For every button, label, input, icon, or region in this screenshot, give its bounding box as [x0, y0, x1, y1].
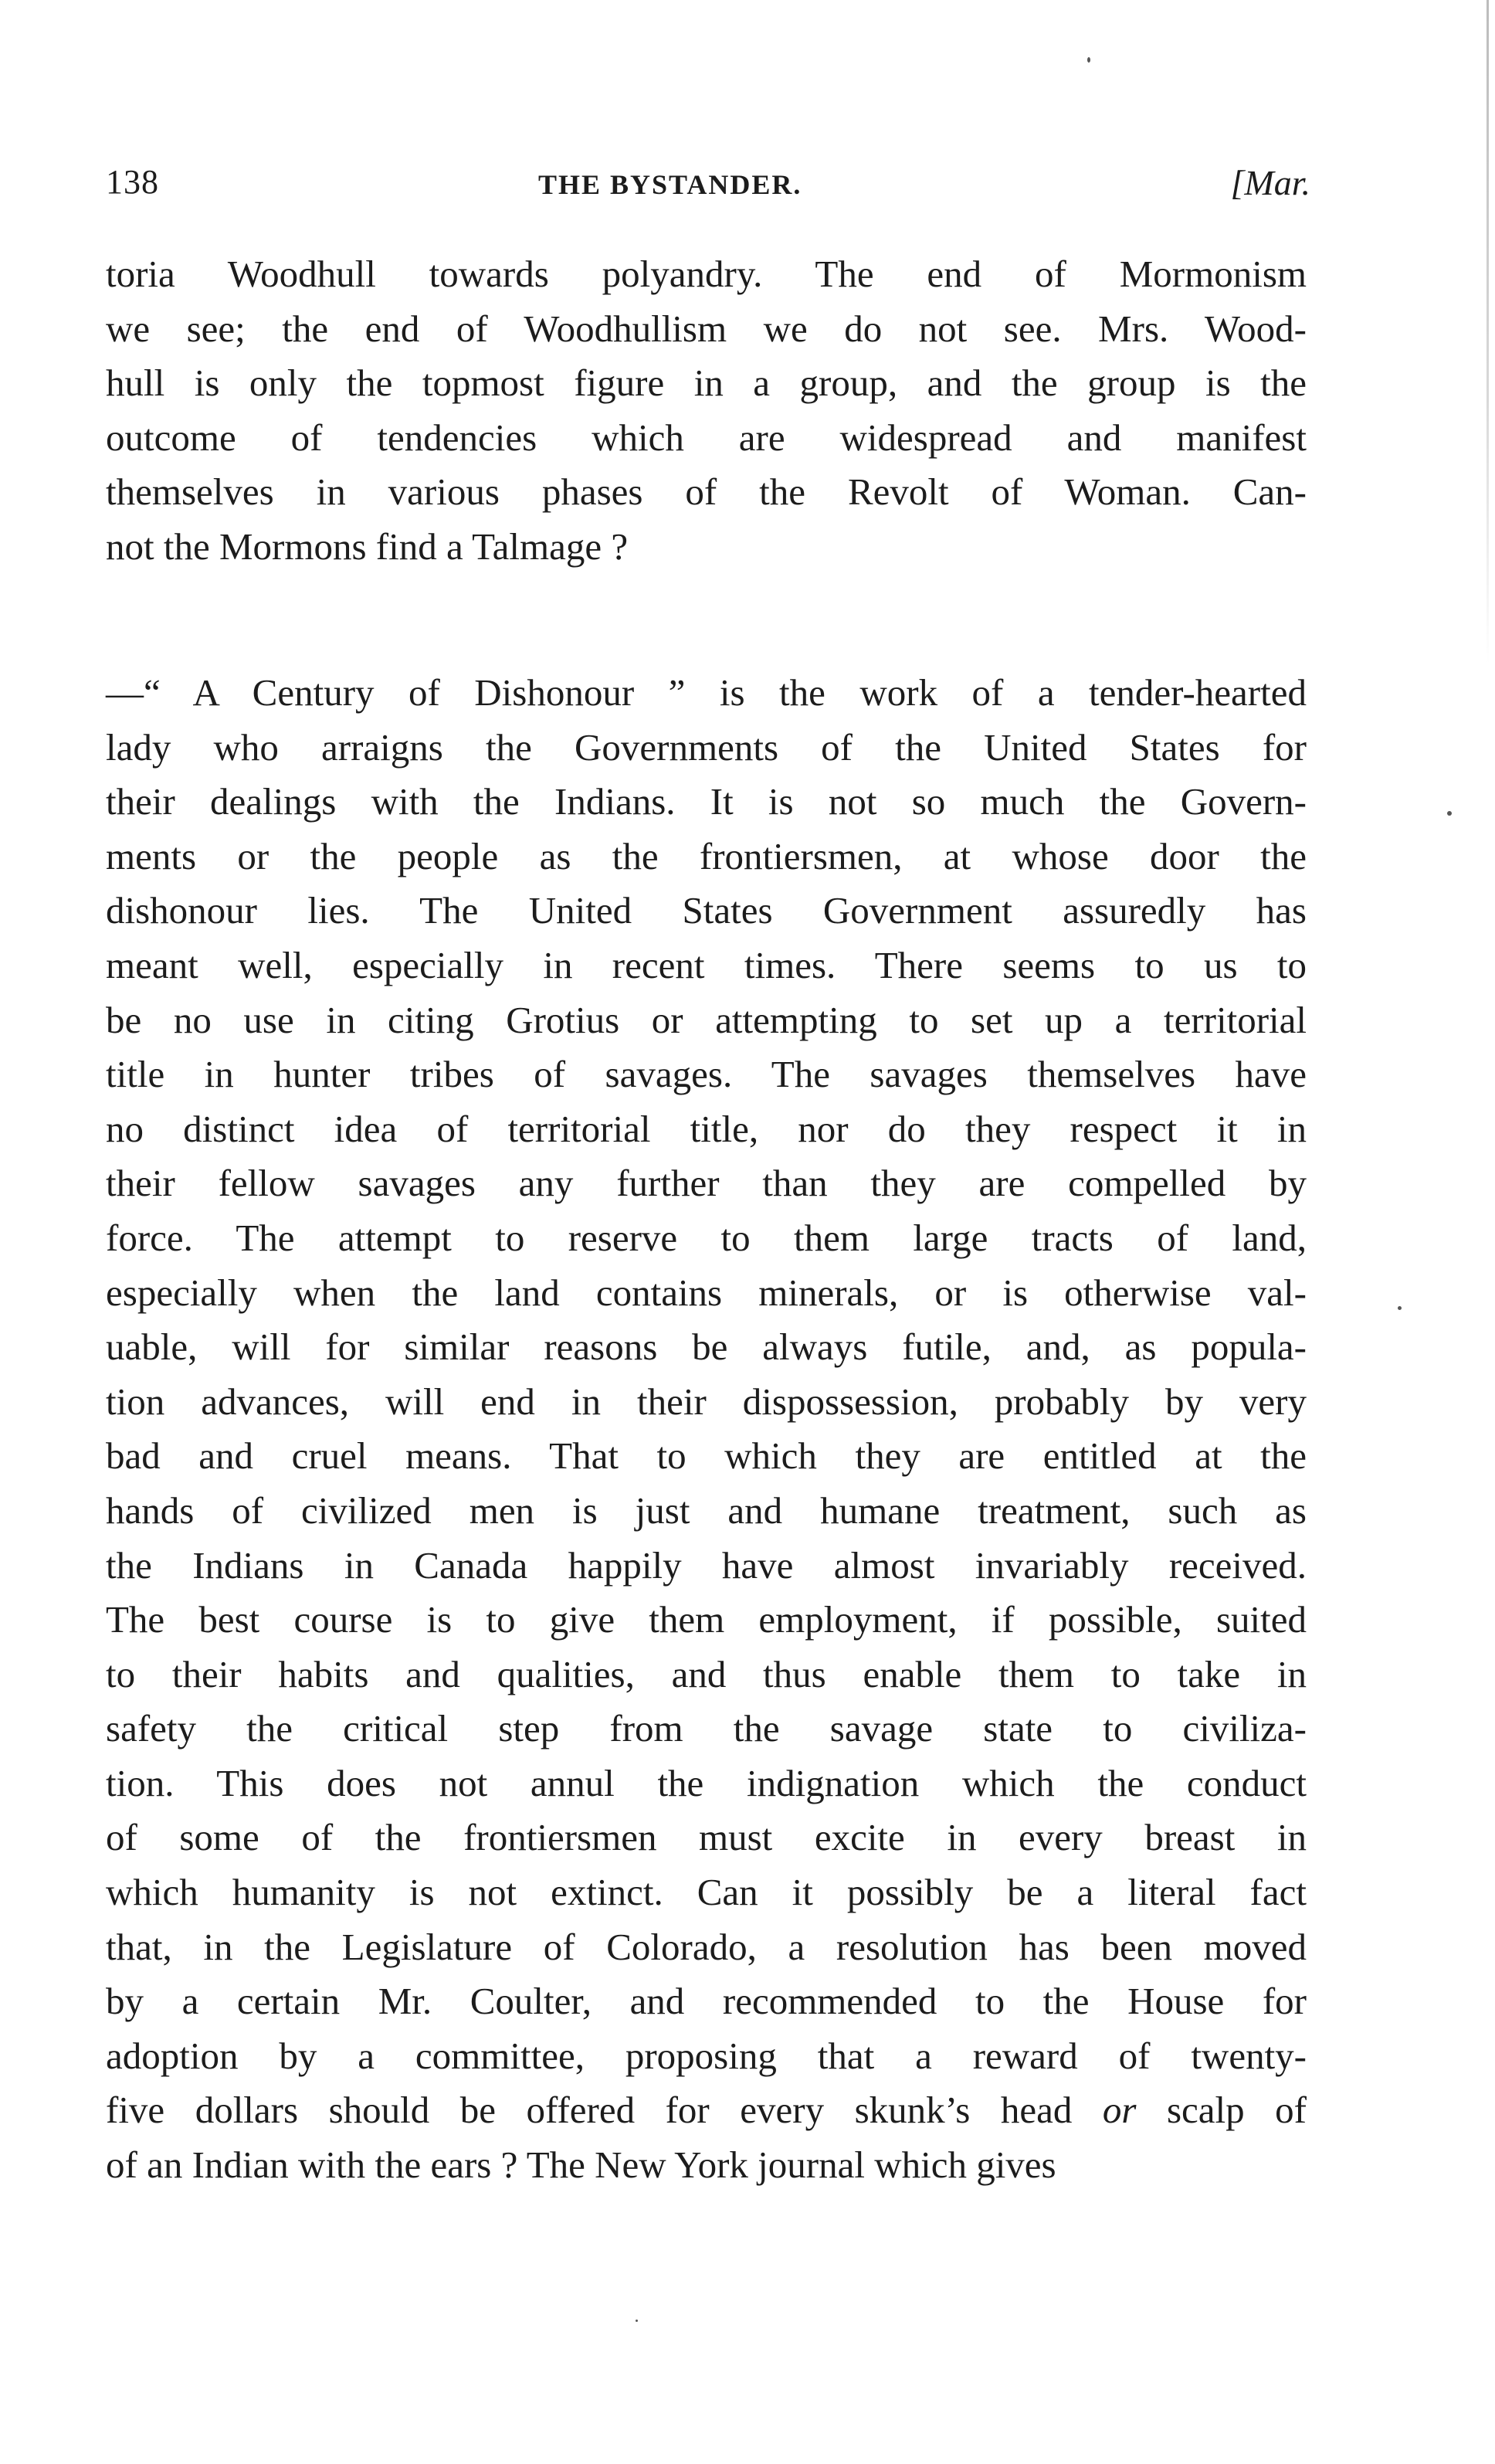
- text-line: not the Mormons find a Talmage ?: [106, 524, 629, 568]
- text-line: uable, will for similar reasons be always futile, and, as popula-: [106, 1325, 1307, 1369]
- paragraph-mormonism: [106, 247, 1307, 575]
- text-line: —“ A Century of Dishonour ” is the work of a tender-hearted: [106, 671, 1307, 714]
- paper-speck: [1447, 811, 1452, 816]
- text-line: toria Woodhull towards polyandry. The end of Mormonism: [106, 253, 1307, 295]
- text-line: tion. This does not annul the indignation which the conduct: [106, 1761, 1307, 1804]
- text-line: The best course is to give them employment, if possible, suited: [106, 1598, 1307, 1641]
- text-line: hands of civilized men is just and humane treatment, such as: [106, 1488, 1307, 1532]
- paper-speck: [1087, 57, 1090, 63]
- running-header: [106, 162, 1310, 216]
- text-line: their fellow savages any further than they are compelled by: [106, 1162, 1307, 1205]
- paper-speck: [1398, 1306, 1402, 1310]
- text-line: be no use in citing Grotius or attempting to set up a territorial: [106, 998, 1307, 1041]
- text-line: no distinct idea of territorial title, nor do they respect it in: [106, 1107, 1307, 1150]
- text-line: the Indians in Canada happily have almost invariably received.: [106, 1543, 1307, 1587]
- text-line: hull is only the topmost figure in a group, and the group is the: [106, 361, 1307, 405]
- text-line: tion advances, will end in their dispossession, probably by very: [106, 1380, 1307, 1423]
- italic-word: or: [1102, 2089, 1137, 2132]
- text-line: bad and cruel means. That to which they are entitled at the: [106, 1434, 1307, 1478]
- text-line: to their habits and qualities, and thus enable them to take in: [106, 1652, 1307, 1695]
- text-line: [106, 2083, 1307, 2138]
- text-line: ments or the people as the frontiersmen, at whose door the: [106, 834, 1307, 877]
- text-line: force. The attempt to reserve to them large tracts of land,: [106, 1216, 1307, 1259]
- text-line: that, in the Legislature of Colorado, a resolution has been moved: [106, 1925, 1307, 1968]
- text-line: adoption by a committee, proposing that a reward of twenty-: [106, 2034, 1307, 2077]
- text-line: safety the critical step from the savage state to civiliza-: [106, 1707, 1307, 1750]
- text-line: themselves in various phases of the Revolt of Woman. Can-: [106, 470, 1307, 514]
- text-line: by a certain Mr. Coulter, and recommended to the House for: [106, 1980, 1307, 2023]
- text-line: which humanity is not extinct. Can it possibly be a literal fact: [106, 1871, 1307, 1914]
- text-segment: five dollars should be offered for every skunk’s head: [106, 2089, 1073, 2132]
- text-segment: scalp of: [1166, 2089, 1307, 2132]
- paper-speck: [636, 2320, 638, 2322]
- text-line: dishonour lies. The United States Government assuredly has: [106, 889, 1307, 932]
- text-line: title in hunter tribes of savages. The savages themselves have: [106, 1053, 1307, 1096]
- text-line: meant well, especially in recent times. There seems to us to: [106, 943, 1307, 986]
- paragraph-century-of-dishonour: [106, 666, 1307, 2193]
- text-line: we see; the end of Woodhullism we do not see. Mrs. Wood-: [106, 307, 1307, 350]
- running-title: THE BYSTANDER.: [538, 169, 802, 200]
- running-month: [Mar.: [1230, 163, 1310, 202]
- text-line: of an Indian with the ears ? The New York journal which gives: [106, 2143, 1056, 2187]
- text-line: especially when the land contains minerals, or is otherwise val-: [106, 1271, 1307, 1314]
- text-line: outcome of tendencies which are widespread and manifest: [106, 416, 1307, 459]
- page-edge-shadow: [1487, 0, 1489, 664]
- text-line: of some of the frontiersmen must excite in every breast in: [106, 1816, 1307, 1859]
- text-line: their dealings with the Indians. It is not so much the Govern-: [106, 780, 1307, 823]
- page-number: 138: [106, 163, 159, 201]
- text-line: lady who arraigns the Governments of the United States for: [106, 725, 1307, 769]
